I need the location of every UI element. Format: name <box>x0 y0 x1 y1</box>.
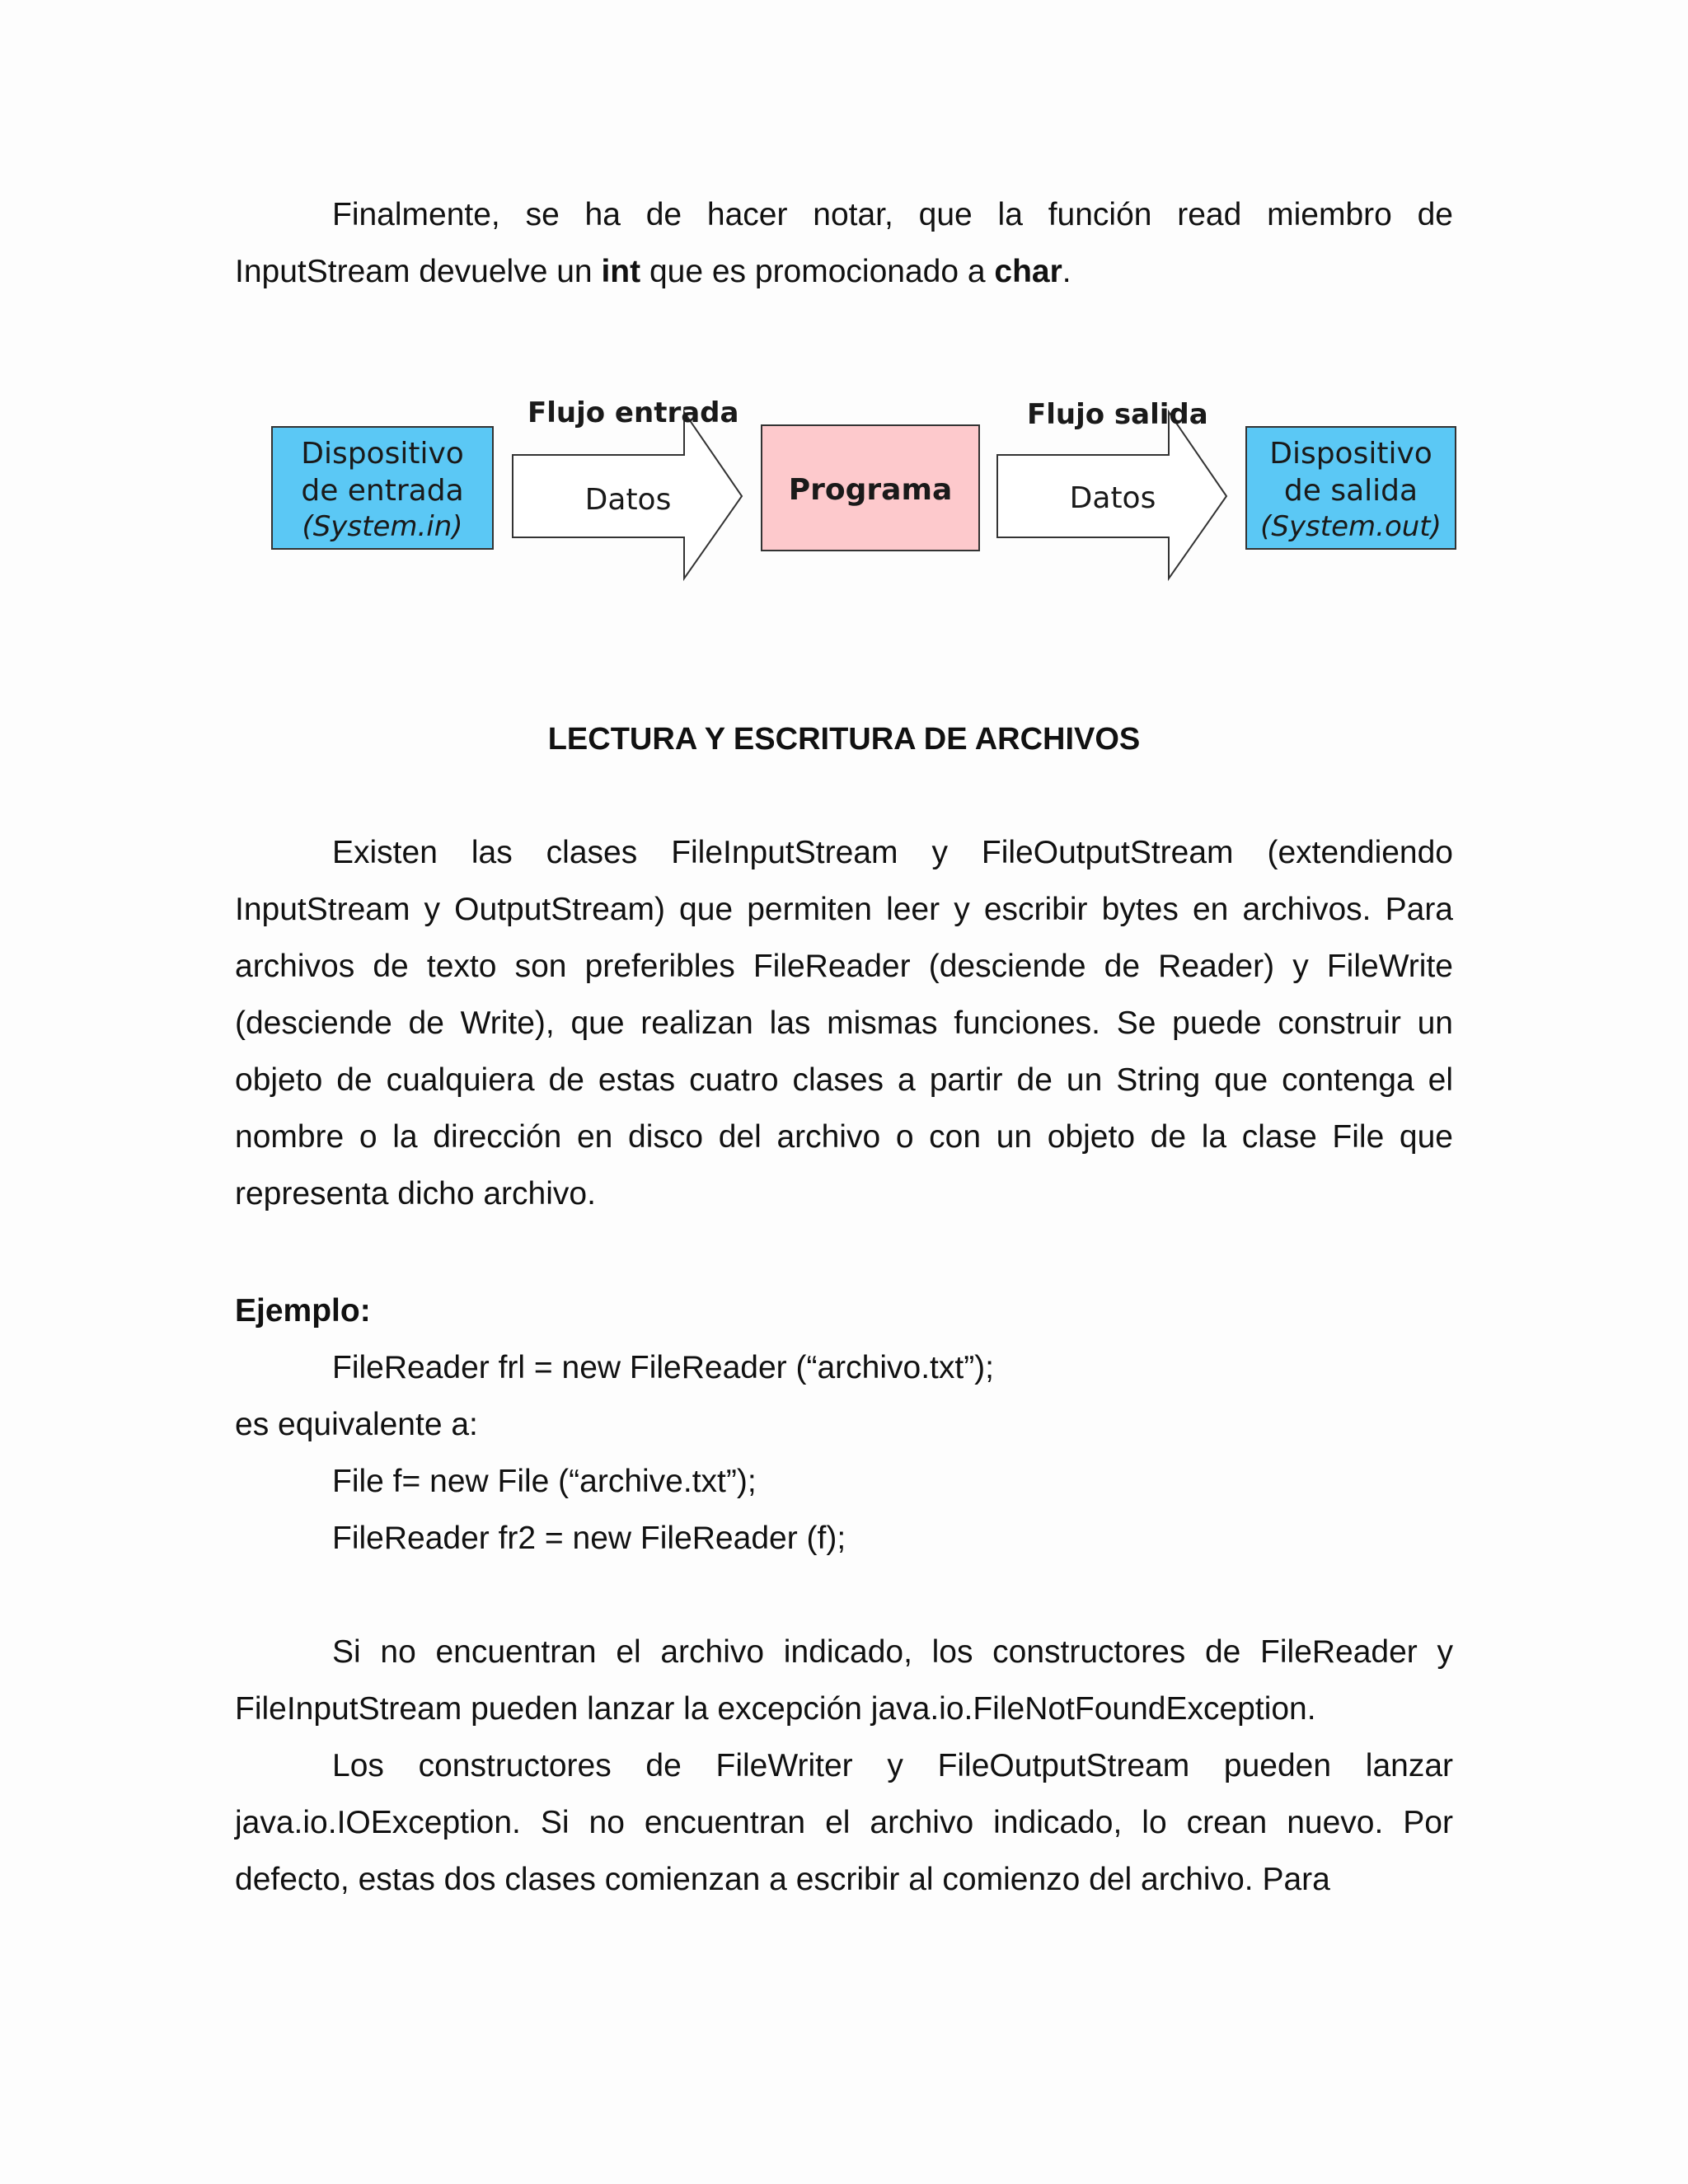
intro-bold-char: char <box>994 254 1062 289</box>
example-code-line1: FileReader frl = new FileReader (“archivo.txt”); <box>332 1350 995 1385</box>
input-device-line3: (System.in) <box>302 510 463 543</box>
program-box <box>762 425 979 551</box>
input-device-line1: Dispositivo <box>301 437 464 471</box>
output-flow-title: Flujo salida <box>1027 398 1208 431</box>
output-device-box <box>1246 427 1456 549</box>
intro-bold-int: int <box>601 254 641 289</box>
output-flow-label: Datos <box>1069 481 1156 515</box>
program-label: Programa <box>788 473 953 507</box>
exceptions-paragraph: Si no encuentran el archivo indicado, los constructores de FileReader y FileInputStream pueden lanzar la excepción java.io.FileNotFoundException. <box>235 1634 1453 1727</box>
intro-text-part3: . <box>1062 254 1071 289</box>
input-device-line2: de entrada <box>301 474 464 508</box>
writers-paragraph: Los constructores de FileWriter y FileOutputStream pueden lanzar java.io.IOException. Si no encuentran el archivo indicado, lo crean nuevo. Por defecto, estas dos clases comienzan a escribir al comienzo del archivo. Para <box>235 1748 1453 1897</box>
file-streams-paragraph: Existen las clases FileInputStream y FileOutputStream (extendiendo InputStream y OutputStream) que permiten leer y escribir bytes en archivos. Para archivos de texto son preferibles FileReader (desciende de Reader) y FileWrite (desciende de Write), que realizan las mismas funciones. Se puede construir un objeto de cualquiera de estas cuatro clases a partir de un String que contenga el nombre o la dirección en disco del archivo o con un objeto de la clase File que representa dicho archivo. <box>235 835 1453 1212</box>
example-code-line2: File f= new File (“archive.txt”); <box>332 1464 757 1499</box>
example-equivalent-text: es equivalente a: <box>235 1407 478 1442</box>
intro-text-part1: Finalmente, se ha de hacer notar, que la función read miembro de InputStream devuelve un <box>235 197 1453 289</box>
input-flow-arrow <box>513 396 742 579</box>
output-device-line3: (System.out) <box>1260 510 1442 543</box>
section-title: LECTURA Y ESCRITURA DE ARCHIVOS <box>547 722 1141 757</box>
intro-paragraph <box>235 186 1453 300</box>
input-flow-label: Datos <box>584 483 672 517</box>
output-device-line2: de salida <box>1283 474 1418 508</box>
stream-flow-diagram <box>264 387 1467 602</box>
example-label: Ejemplo: <box>235 1293 371 1329</box>
input-flow-title: Flujo entrada <box>528 396 739 429</box>
input-device-box <box>272 427 493 549</box>
output-flow-arrow <box>997 398 1226 579</box>
intro-text-part2: que es promocionado a <box>640 254 995 289</box>
example-code-line3: FileReader fr2 = new FileReader (f); <box>332 1521 846 1556</box>
output-device-line1: Dispositivo <box>1269 437 1432 471</box>
